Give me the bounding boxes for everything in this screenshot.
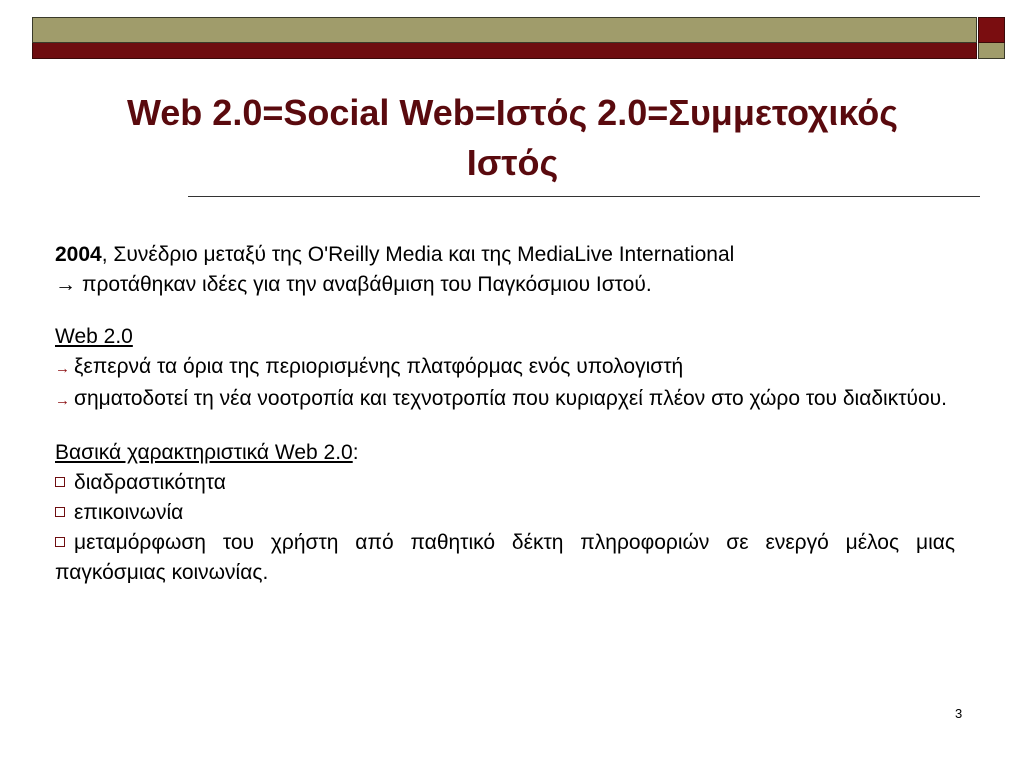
- features-item-3: [55, 528, 955, 588]
- web20-item-text: ξεπερνά τα όρια της περιορισμένης πλατφόρμας ενός υπολογιστή: [74, 355, 684, 378]
- web20-heading-text: Web 2.0: [55, 325, 133, 348]
- features-heading: [55, 438, 955, 468]
- header-square-olive: [978, 43, 1005, 59]
- square-bullet-icon: [55, 537, 65, 547]
- features-item-1: [55, 468, 955, 498]
- square-bullet-icon: [55, 477, 65, 487]
- arrow-right-icon: →: [55, 273, 76, 296]
- web20-item-2: [55, 384, 955, 416]
- features-item-text: μεταμόρφωση του χρήστη από παθητικό δέκτη πληροφοριών σε ενεργό μέλος μιας παγκόσμιας κοινωνίας.: [55, 531, 955, 584]
- slide-title: [40, 88, 985, 188]
- features-item-2: [55, 498, 955, 528]
- web20-item-1: [55, 352, 955, 384]
- web20-heading: [55, 322, 955, 352]
- intro-text-2: προτάθηκαν ιδέες για την αναβάθμιση του Παγκόσμιου Ιστού.: [82, 273, 652, 296]
- slide-title-line1: Web 2.0=Social Web=Ιστός 2.0=Συμμετοχικός: [126, 92, 899, 133]
- header-band-maroon: [32, 43, 977, 59]
- square-bullet-icon: [55, 507, 65, 517]
- features-heading-colon: :: [352, 441, 359, 464]
- slide-title-line2: Ιστός: [466, 142, 559, 183]
- web20-item-text: σηματοδοτεί τη νέα νοοτροπία και τεχνοτροπία που κυριαρχεί πλέον στο χώρο του διαδικτύου.: [74, 387, 947, 410]
- slide-body: [55, 240, 955, 588]
- header-band-olive: [32, 17, 977, 43]
- intro-year: 2004: [55, 243, 102, 266]
- features-heading-text: Βασικά χαρακτηριστικά Web 2.0: [55, 441, 353, 464]
- intro-line-2: [55, 270, 955, 300]
- features-item-text: διαδραστικότητα: [74, 471, 226, 494]
- page-number: 3: [955, 706, 963, 721]
- intro-line: [55, 240, 955, 270]
- intro-text: Συνέδριο μεταξύ της O'Reilly Media και της MediaLive International: [107, 243, 735, 266]
- title-divider: [188, 196, 980, 197]
- features-item-text: επικοινωνία: [74, 501, 184, 524]
- intro-sep: ,: [101, 243, 108, 266]
- arrow-right-icon: →: [55, 392, 70, 409]
- arrow-right-icon: →: [55, 360, 70, 377]
- header-square-red: [978, 17, 1005, 43]
